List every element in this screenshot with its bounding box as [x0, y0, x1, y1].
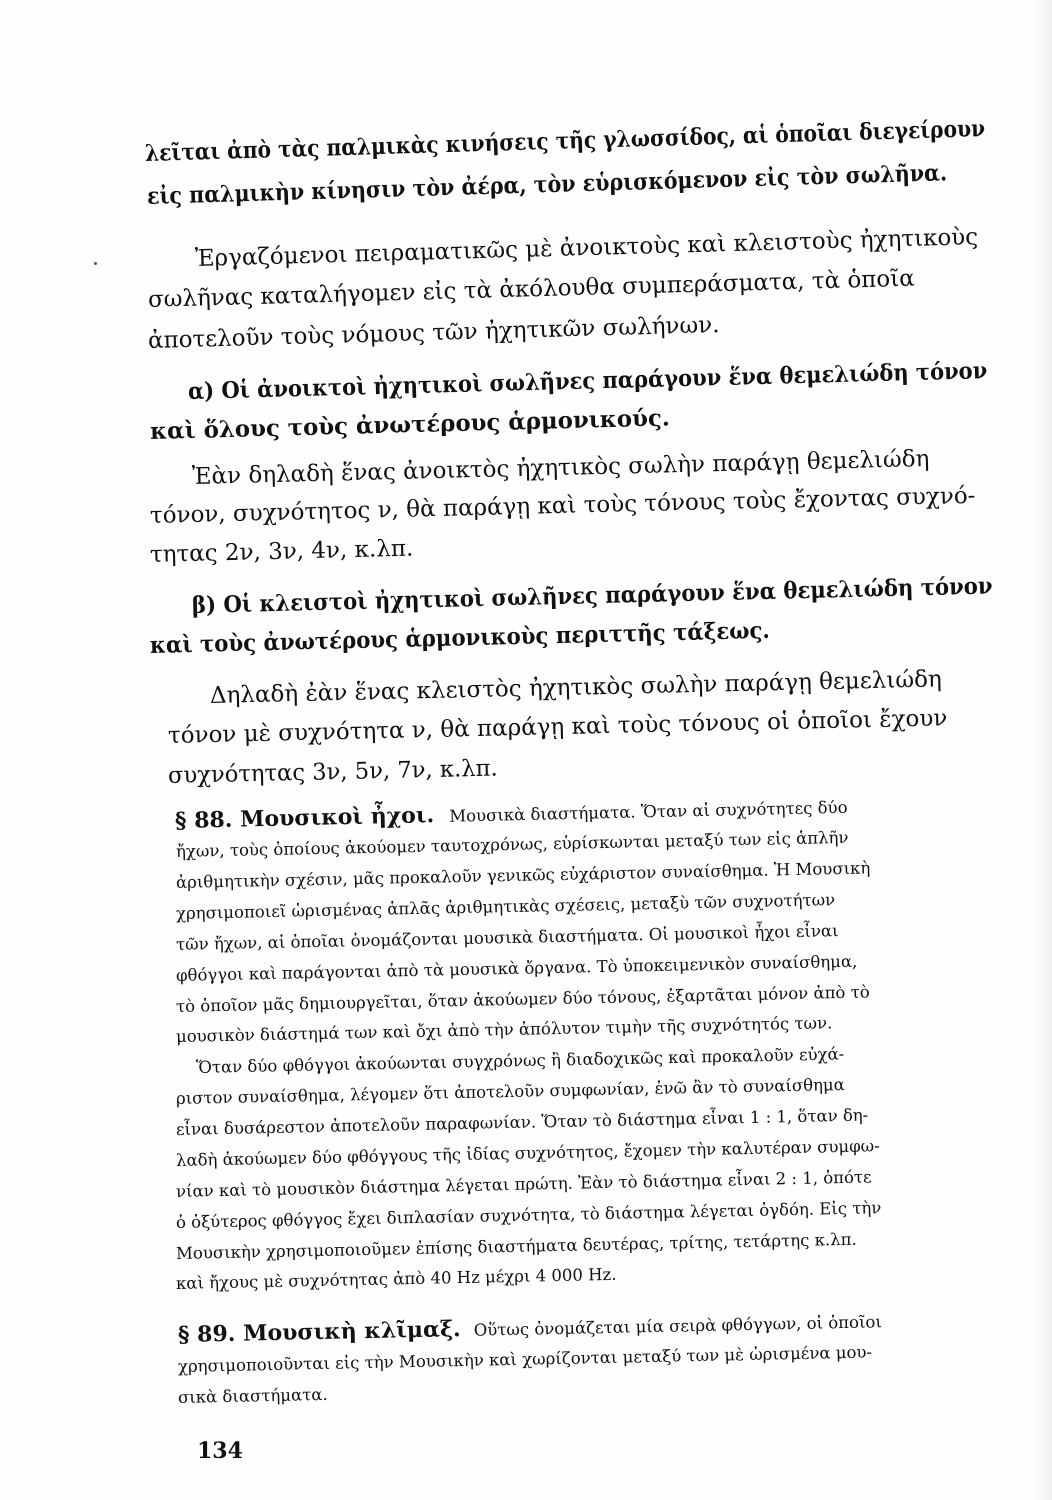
section-88-line: ἀριθμητικὴν σχέσιν, μᾶς προκαλοῦν γενικῶς εὐχάριστον συναίσθημα. Ἡ Μουσικὴ — [175, 858, 871, 892]
section-88-line: λαδὴ ἀκούωμεν δύο φθόγγους τῆς ἰδίας συχνότητος, ἔχομεν τὴν καλυτέραν συμφω- — [175, 1136, 880, 1170]
paragraph-4-line-3: συχνότητας 3ν, 5ν, 7ν, κ.λπ. — [167, 755, 499, 789]
section-88-line: εἶναι δυσάρεστον ἀποτελοῦν παραφωνίαν. Ὅταν τὸ διάστημα εἶναι 1 : 1, ὅταν δη- — [175, 1105, 869, 1139]
rule-a-line-1: α) Οἱ ἀνοικτοὶ ἠχητικοὶ σωλῆνες παράγουν ἕνα θεμελιώδη τόνον — [187, 357, 988, 405]
paragraph-3-line-3: τητας 2ν, 3ν, 4ν, κ.λπ. — [149, 535, 414, 568]
section-88-line: ἤχων, τοὺς ὁποίους ἀκούομεν ταυτοχρόνως, εὑρίσκωνται μεταξύ των εἰς ἁπλῆν — [175, 827, 849, 861]
section-88-intro: Μουσικὰ διαστήματα. Ὅταν αἱ συχνότητες δύο — [449, 797, 848, 826]
paragraph-1-line-2: εἰς παλμικὴν κίνησιν τὸν ἀέρα, τὸν εὑρισκόμενον εἰς τὸν σωλῆνα. — [146, 159, 948, 210]
section-88-line: ὁ ὀξύτερος φθόγγος ἔχει διπλασίαν συχνότητα, τὸ διάστημα λέγεται ὀγδόη. Εἰς τὴν — [175, 1198, 882, 1232]
section-88-line: καὶ ἤχους μὲ συχνότητας ἀπὸ 40 Hz μέχρι 4 000 Hz. — [175, 1264, 617, 1293]
section-89-intro: Οὕτως ὀνομάζεται μία σειρὰ φθόγγων, οἱ ὁποῖοι — [473, 1312, 883, 1340]
section-88-heading: § 88. Μουσικοὶ ἦχοι. — [174, 802, 435, 834]
section-88-line: Ὅταν δύο φθόγγοι ἀκούωνται συγχρόνως ἢ διαδοχικῶς καὶ προκαλοῦν εὐχά- — [195, 1044, 845, 1077]
paragraph-3-line-2: τόνον, συχνότητος ν, θὰ παράγῃ καὶ τοὺς τόνους τοὺς ἔχοντας συχνό- — [149, 482, 976, 529]
paragraph-2-line-2: σωλῆνας καταλήγομεν εἰς τὰ ἀκόλουθα συμπεράσματα, τὰ ὁποῖα — [147, 265, 916, 313]
paragraph-1-line-1: λεῖται ἀπὸ τὰς παλμικὰς κινήσεις τῆς γλωσσίδος, αἱ ὁποῖαι διεγείρουν — [144, 115, 986, 167]
paragraph-4-line-2: τόνον μὲ συχνότητα ν, θὰ παράγῃ καὶ τοὺς τόνους οἱ ὁποῖοι ἔχουν — [167, 705, 948, 749]
section-88-line: τῶν ἤχων, αἱ ὁποῖαι ὀνομάζονται μουσικὰ διαστήματα. Οἱ μουσικοὶ ἦχοι εἶναι — [175, 921, 839, 954]
print-speck — [94, 262, 97, 265]
rule-b-line-1: β) Οἱ κλειστοὶ ἠχητικοὶ σωλῆνες παράγουν ἕνα θεμελιώδη τόνον — [191, 572, 993, 619]
section-89-heading: § 89. Μουσικὴ κλῖμαξ. — [177, 1316, 461, 1348]
paragraph-3-line-1: Ἐὰν δηλαδὴ ἕνας ἀνοικτὸς ἠχητικὸς σωλὴν παράγῃ θεμελιώδη — [191, 445, 930, 490]
section-89-first-line — [178, 1305, 1008, 1348]
rule-a-line-2: καὶ ὅλους τοὺς ἀνωτέρους ἁρμονικούς. — [149, 404, 671, 445]
section-88-line: ριστον συναίσθημα, λέγομεν ὅτι ἀποτελοῦν συμφωνίαν, ἐνῶ ἂν τὸ συναίσθημα — [175, 1074, 846, 1108]
paragraph-2-line-1: Ἐργαζόμενοι πειραματικῶς μὲ ἀνοικτοὺς καὶ κλειστοὺς ἠχητικοὺς — [194, 224, 979, 272]
section-88-line: χρησιμοποιεῖ ὡρισμένας ἁπλᾶς ἀριθμητικὰς σχέσεις, μεταξὺ τῶν συχνοτήτων — [175, 890, 836, 923]
section-88-line: μουσικὸν διάστημά των καὶ ὄχι ἀπὸ τὴν ἀπόλυτον τιμὴν τῆς συχνότητός των. — [175, 1013, 833, 1046]
rule-b-line-2: καὶ τοὺς ἀνωτέρους ἁρμονικοὺς περιττῆς τάξεως. — [149, 616, 771, 659]
paragraph-4-line-1: Δηλαδὴ ἐὰν ἕνας κλειστὸς ἠχητικὸς σωλὴν παράγῃ θεμελιώδη — [209, 666, 943, 709]
section-88-line: νίαν καὶ τὸ μουσικὸν διάστημα λέγεται πρώτη. Ἐὰν τὸ διάστημα εἶναι 2 : 1, ὁπότε — [175, 1167, 872, 1201]
section-89-line: σικὰ διαστήματα. — [177, 1384, 328, 1407]
page-number: 134 — [197, 1438, 243, 1464]
section-89-line: χρησιμοποιοῦνται εἰς τὴν Μουσικὴν καὶ χωρίζονται μεταξύ των μὲ ὡρισμένα μου- — [177, 1342, 873, 1376]
paragraph-2-line-3: ἀποτελοῦν τοὺς νόμους τῶν ἠχητικῶν σωλήνων. — [147, 312, 720, 354]
section-88-line: φθόγγοι καὶ παράγονται ἀπὸ τὰ μουσικὰ ὄργανα. Τὸ ὑποκειμενικὸν συναίσθημα, — [175, 951, 858, 985]
section-88-first-line — [175, 789, 1010, 834]
section-88-line: Μουσικὴν χρησιμοποιοῦμεν ἐπίσης διαστήματα δευτέρας, τρίτης, τετάρτης κ.λπ. — [175, 1229, 857, 1263]
page-edge-shadow — [1032, 0, 1052, 1500]
section-88-line: τὸ ὁποῖον μᾶς δημιουργεῖται, ὅταν ἀκούωμεν δύο τόνους, ἐξαρτᾶται μόνον ἀπὸ τὸ — [175, 982, 870, 1016]
